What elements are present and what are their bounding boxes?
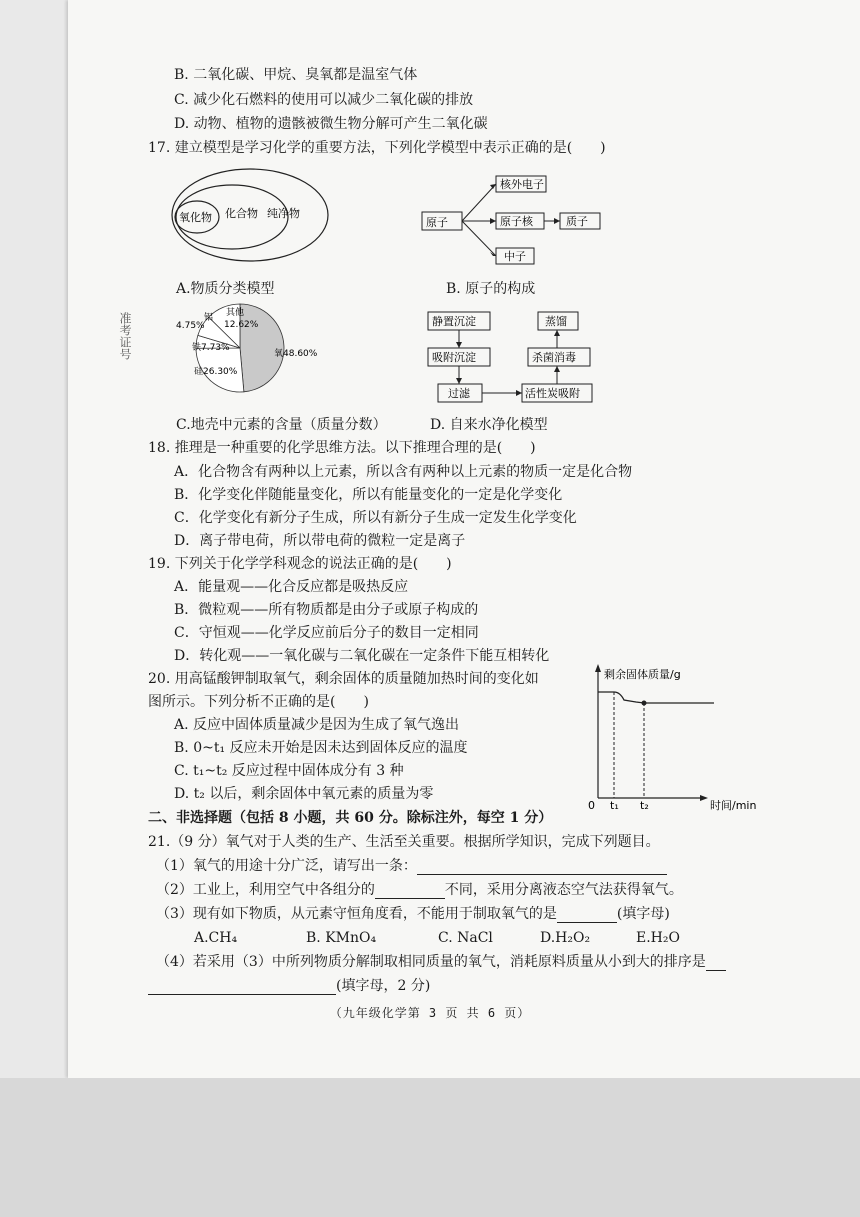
- classification-model-diagram: [170, 165, 340, 275]
- q21-part1: （1）氧气的用途十分广泛，请写出一条：: [156, 857, 667, 875]
- q21-choice-b: B. KMnO₄: [306, 930, 377, 946]
- q18-stem: 18. 推理是一种重要的化学思维方法。以下推理合理的是( ): [148, 440, 536, 456]
- svg-text:静置沉淀: 静置沉淀: [432, 315, 476, 328]
- answer-blank-4[interactable]: [706, 956, 726, 971]
- q21-choice-a: A.CH₄: [194, 930, 238, 946]
- svg-text:蒸馏: 蒸馏: [545, 315, 567, 328]
- crust-element-pie-chart: [170, 302, 330, 412]
- q21-part3: （3）现有如下物质，从元素守恒角度看，不能用于制取氧气的是 (填字母): [156, 906, 670, 922]
- svg-text:原子: 原子: [426, 216, 448, 229]
- q17-caption-b: B. 原子的构成: [446, 281, 536, 297]
- binding-margin-text: 准考证号: [118, 312, 132, 360]
- q20-option-b: B. 0~t₁ 反应未开始是因未达到固体反应的温度: [174, 740, 468, 756]
- q20-stem-line2: 图所示。下列分析不正确的是( ): [148, 694, 369, 710]
- pie-label-al-pct: 4.75%: [176, 321, 205, 331]
- q18-option-b: B．化学变化伴随能量变化，所以有能量变化的一定是化学变化: [174, 487, 563, 503]
- pie-label-si: 硅26.30%: [194, 367, 238, 377]
- pie-label-other-pct: 12.62%: [224, 320, 259, 330]
- svg-text:吸附沉淀: 吸附沉淀: [432, 351, 476, 364]
- q17-stem: 17. 建立模型是学习化学的重要方法，下列化学模型中表示正确的是( ): [148, 140, 606, 156]
- q20-option-c: C. t₁~t₂ 反应过程中固体成分有 3 种: [174, 763, 404, 779]
- svg-text:杀菌消毒: 杀菌消毒: [532, 351, 576, 364]
- q16-option-c: C. 减少化石燃料的使用可以减少二氧化碳的排放: [174, 92, 474, 108]
- pie-label-al: 铝: [204, 313, 214, 323]
- answer-blank-1[interactable]: [417, 860, 667, 875]
- q17-caption-d: D. 自来水净化模型: [430, 417, 548, 433]
- svg-text:原子核: 原子核: [500, 215, 533, 228]
- q19-option-c: C．守恒观——化学反应前后分子的数目一定相同: [174, 625, 479, 641]
- pie-slice-0: [240, 304, 284, 392]
- graph-t1: t₁: [610, 799, 619, 812]
- q16-option-d: D. 动物、植物的遗骸被微生物分解可产生二氧化碳: [174, 116, 488, 132]
- q16-option-b: B. 二氧化碳、甲烷、臭氧都是温室气体: [174, 67, 418, 83]
- q21-part4-cont: (填字母，2 分): [148, 977, 430, 995]
- q18-option-d: D．离子带电荷，所以带电荷的微粒一定是离子: [174, 533, 466, 549]
- mass-time-graph: [584, 662, 774, 812]
- scan-edge: [0, 0, 68, 1078]
- q19-option-b: B．微粒观——所有物质都是由分子或原子构成的: [174, 602, 479, 618]
- q17-caption-c: C.地壳中元素的含量（质量分数）: [176, 417, 387, 433]
- label-compound: 化合物: [225, 207, 258, 220]
- q21-choice-d: D.H₂O₂: [540, 930, 591, 946]
- q20-stem-line1: 20. 用高锰酸钾制取氧气，剩余固体的质量随加热时间的变化如: [148, 671, 539, 687]
- q21-choice-c: C. NaCl: [438, 930, 493, 946]
- scan-background: [0, 1078, 860, 1217]
- q19-stem: 19. 下列关于化学学科观念的说法正确的是( ): [148, 556, 452, 572]
- pie-label-o: 氧48.60%: [274, 349, 318, 359]
- section-2-heading: 二、非选择题（包括 8 小题，共 60 分。除标注外，每空 1 分）: [148, 810, 553, 826]
- q21-stem: 21.（9 分）氧气对于人类的生产、生活至关重要。根据所学知识，完成下列题目。: [148, 834, 660, 850]
- q19-option-d: D．转化观——一氧化碳与二氧化碳在一定条件下能互相转化: [174, 648, 550, 664]
- q19-option-a: A．能量观——化合反应都是吸热反应: [174, 579, 409, 595]
- label-oxide: 氧化物: [179, 211, 212, 224]
- svg-text:质子: 质子: [566, 215, 588, 228]
- answer-blank-3[interactable]: [557, 908, 617, 923]
- water-purification-diagram: [424, 308, 604, 410]
- label-pure-substance: 纯净物: [267, 207, 300, 220]
- graph-ylabel: 剩余固体质量/g: [604, 668, 681, 681]
- graph-t2: t₂: [640, 799, 649, 812]
- q18-option-c: C．化学变化有新分子生成，所以有新分子生成一定发生化学变化: [174, 510, 577, 526]
- atom-structure-diagram: [420, 170, 610, 270]
- q18-option-a: A．化合物含有两种以上元素，所以含有两种以上元素的物质一定是化合物: [174, 464, 633, 480]
- page-footer: （九年级化学第 3 页 共 6 页）: [329, 1006, 531, 1020]
- q21-choice-e: E.H₂O: [636, 930, 680, 946]
- svg-text:活性炭吸附: 活性炭吸附: [525, 387, 580, 400]
- answer-blank-4-cont[interactable]: [148, 980, 336, 995]
- pie-label-other: 其他: [226, 308, 245, 318]
- q21-part4: （4）若采用（3）中所列物质分解制取相同质量的氧气，消耗原料质量从小到大的排序是: [156, 953, 726, 971]
- q17-caption-a: A.物质分类模型: [176, 281, 275, 297]
- svg-text:核外电子: 核外电子: [500, 178, 544, 191]
- q20-option-a: A. 反应中固体质量减少是因为生成了氧气逸出: [174, 717, 460, 733]
- pie-label-fe: 铁7.73%: [192, 343, 230, 353]
- answer-blank-2[interactable]: [375, 884, 445, 899]
- graph-origin: 0: [588, 799, 595, 812]
- graph-xlabel: 时间/min: [710, 799, 757, 812]
- svg-text:过滤: 过滤: [448, 387, 470, 400]
- q21-part2: （2）工业上，利用空气中各组分的 不同，采用分离液态空气法获得氧气。: [156, 882, 683, 898]
- svg-text:中子: 中子: [504, 250, 526, 263]
- q20-option-d: D. t₂ 以后，剩余固体中氧元素的质量为零: [174, 786, 434, 802]
